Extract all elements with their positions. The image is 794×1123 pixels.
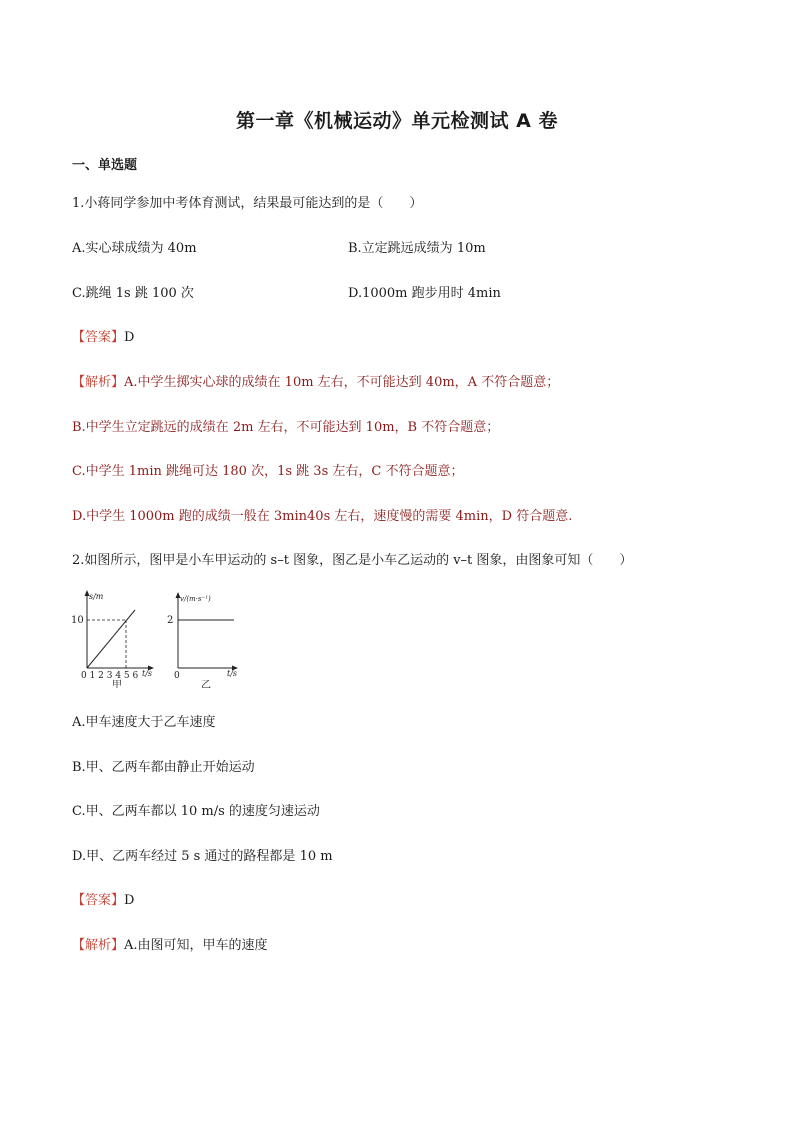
t-axis-label-left: t/s	[142, 669, 153, 678]
section-heading: 一、单选题	[72, 158, 138, 173]
q1-option-d: D.1000m 跑步用时 4min	[348, 286, 501, 301]
q1-stem: 1.小蒋同学参加中考体育测试，结果最可能达到的是（ ）	[72, 196, 423, 211]
answer-tag: 【答案】	[72, 330, 125, 345]
explanation-text: A.中学生掷实心球的成绩在 10m 左右，不可能达到 40m，A 不符合题意；	[124, 375, 560, 390]
v-origin-label: 0	[174, 671, 180, 681]
answer-tag: 【答案】	[72, 893, 125, 908]
graph-s-t	[71, 590, 154, 688]
t-tick-labels: 0 1 2 3 4 5 6	[81, 671, 139, 681]
v-tick-label: 2	[167, 615, 174, 626]
q2-option-c: C.甲、乙两车都以 10 m/s 的速度匀速运动	[72, 804, 320, 819]
q1-answer	[72, 329, 134, 347]
motion-graphs	[68, 588, 258, 688]
explanation-text: A.由图可知，甲车的速度	[124, 938, 268, 953]
t-axis-label-right: t/s	[227, 669, 238, 678]
answer-value: D	[124, 330, 135, 345]
q2-option-a: A.甲车速度大于乙车速度	[72, 715, 216, 730]
q2-option-b: B.甲、乙两车都由静止开始运动	[72, 760, 255, 775]
q1-option-a: A.实心球成绩为 40m	[72, 241, 197, 256]
q2-answer	[72, 892, 134, 910]
caption-jia: 甲	[112, 680, 122, 688]
q2-option-d: D.甲、乙两车经过 5 s 通过的路程都是 10 m	[72, 849, 333, 864]
q1-explanation-2: B.中学生立定跳远的成绩在 2m 左右，不可能达到 10m，B 不符合题意；	[72, 420, 500, 435]
caption-yi: 乙	[201, 680, 211, 688]
explanation-tag: 【解析】	[72, 938, 125, 953]
v-axis-label: v/(m·s⁻¹)	[180, 595, 211, 603]
q2-stem: 2.如图所示，图甲是小车甲运动的 s–t 图象，图乙是小车乙运动的 v–t 图象，由图象可知（ ）	[72, 553, 633, 568]
q1-explanation-3: C.中学生 1min 跳绳可达 180 次，1s 跳 3s 左右，C 不符合题意；	[72, 464, 464, 479]
q1-option-b: B.立定跳远成绩为 10m	[348, 241, 486, 256]
q1-explanation-4: D.中学生 1000m 跑的成绩一般在 3min40s 左右，速度慢的需要 4min，D 符合题意.	[72, 509, 573, 524]
graph-v-t	[167, 592, 238, 688]
q2-figure	[68, 588, 258, 688]
answer-value: D	[124, 893, 135, 908]
q1-explanation-1	[72, 374, 559, 392]
explanation-tag: 【解析】	[72, 375, 125, 390]
q1-option-c: C.跳绳 1s 跳 100 次	[72, 286, 194, 301]
s-t-line	[87, 610, 135, 668]
page-title: 第一章《机械运动》单元检测试 A 卷	[236, 110, 558, 132]
s-axis-label: s/m	[89, 592, 104, 601]
q2-explanation	[72, 937, 268, 955]
s-tick-label: 10	[71, 615, 84, 626]
